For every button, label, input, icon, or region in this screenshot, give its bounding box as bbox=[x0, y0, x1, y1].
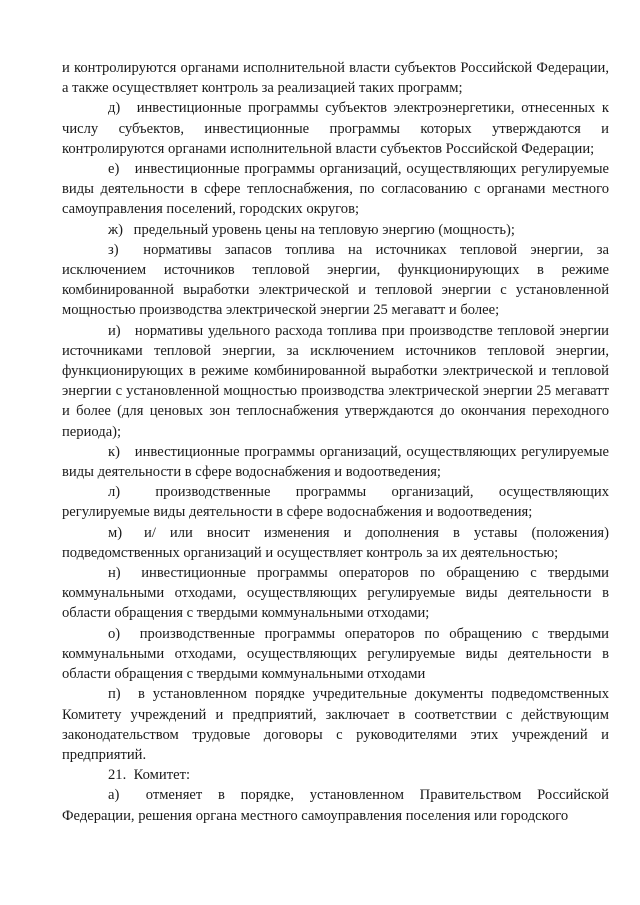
list-marker: а) bbox=[108, 787, 120, 804]
list-marker: п) bbox=[108, 686, 121, 703]
list-marker: и) bbox=[108, 322, 121, 339]
list-item-zh bbox=[62, 220, 609, 240]
list-item-z bbox=[62, 240, 609, 321]
list-marker: д) bbox=[108, 100, 121, 117]
list-item-n bbox=[62, 563, 609, 624]
list-marker: к) bbox=[108, 443, 120, 460]
list-item-i bbox=[62, 321, 609, 442]
paragraph-text: в установленном порядке учредительные документы подведомственных Комитету учреждений и предприятий, заключает в соответствии с действующим законодательством трудовые договоры с руководителями этих учреждений и предприятий. bbox=[62, 686, 609, 763]
list-item-l bbox=[62, 482, 609, 522]
list-marker: л) bbox=[108, 484, 121, 501]
paragraph-text: предельный уровень цены на тепловую энергию (мощность); bbox=[133, 221, 515, 238]
document-body bbox=[62, 58, 609, 826]
paragraph-text: инвестиционные программы организаций, осуществляющих регулируемые виды деятельности в сфере водоснабжения и водоотведения; bbox=[62, 443, 609, 481]
list-item-k bbox=[62, 442, 609, 482]
list-item-a bbox=[62, 785, 609, 825]
list-item-e bbox=[62, 159, 609, 220]
list-marker: н) bbox=[108, 565, 121, 582]
list-marker: м) bbox=[108, 524, 123, 541]
paragraph-text: инвестиционные программы субъектов электроэнергетики, отнесенных к числу субъектов, инвестиционные программы которых утверждаются и контролируются органами исполнительной власти субъектов Российской Федерации; bbox=[62, 100, 609, 157]
list-marker: ж) bbox=[108, 221, 123, 238]
paragraph-text: и контролируются органами исполнительной власти субъектов Российской Федерации, а также осуществляет контроль за реализацией таких программ; bbox=[62, 60, 609, 97]
paragraph-text: производственные программы операторов по обращению с твердыми коммунальными отходами, осуществляющих регулируемые виды деятельности в области обращения с твердыми коммунальными отходами bbox=[62, 625, 609, 683]
paragraph-text: производственные программы организаций, осуществляющих регулируемые виды деятельности в сфере водоснабжения и водоотведения; bbox=[62, 484, 610, 521]
list-marker: о) bbox=[108, 625, 121, 642]
list-item-m bbox=[62, 523, 609, 563]
section-number: 21. bbox=[108, 767, 127, 784]
paragraph-text: нормативы удельного расхода топлива при производстве тепловой энергии источниками тепловой энергии, за исключением источников тепловой энергии, функционирующих в режиме комбинированной выработки электрической и тепловой энергии с установленной мощностью производства электрической энергии 25 мегаватт и более (для ценовых зон теплоснабжения утверждаются до окончания переходного периода); bbox=[62, 322, 609, 440]
list-marker: е) bbox=[108, 161, 120, 178]
paragraph-text: Комитет: bbox=[133, 767, 191, 784]
list-item-o bbox=[62, 624, 609, 685]
list-item-d bbox=[62, 98, 609, 159]
paragraph-text: инвестиционные программы операторов по обращению с твердыми коммунальными отходами, осуществляющих регулируемые виды деятельности в области обращения с твердыми коммунальными отходами; bbox=[62, 565, 609, 622]
paragraph-continuation bbox=[62, 58, 609, 98]
paragraph-text: отменяет в порядке, установленном Правительством Российской Федерации, решения органа местного самоуправления поселения или городского bbox=[62, 787, 609, 824]
paragraph-text: и/ или вносит изменения и дополнения в уставы (положения) подведомственных организаций и осуществляет контроль за их деятельностью; bbox=[62, 524, 609, 561]
paragraph-text: инвестиционные программы организаций, осуществляющих регулируемые виды деятельности в сфере теплоснабжения, по согласованию с органами местного самоуправления поселений, городских округов; bbox=[62, 161, 609, 218]
list-item-p bbox=[62, 684, 609, 765]
list-marker: з) bbox=[108, 241, 119, 258]
section-21 bbox=[62, 765, 609, 785]
paragraph-text: нормативы запасов топлива на источниках тепловой энергии, за исключением источников тепловой энергии, функционирующих в режиме комбинированной выработки электрической и тепловой энергии с установленной мощностью производства электрической энергии 25 мегаватт и более; bbox=[62, 241, 609, 319]
